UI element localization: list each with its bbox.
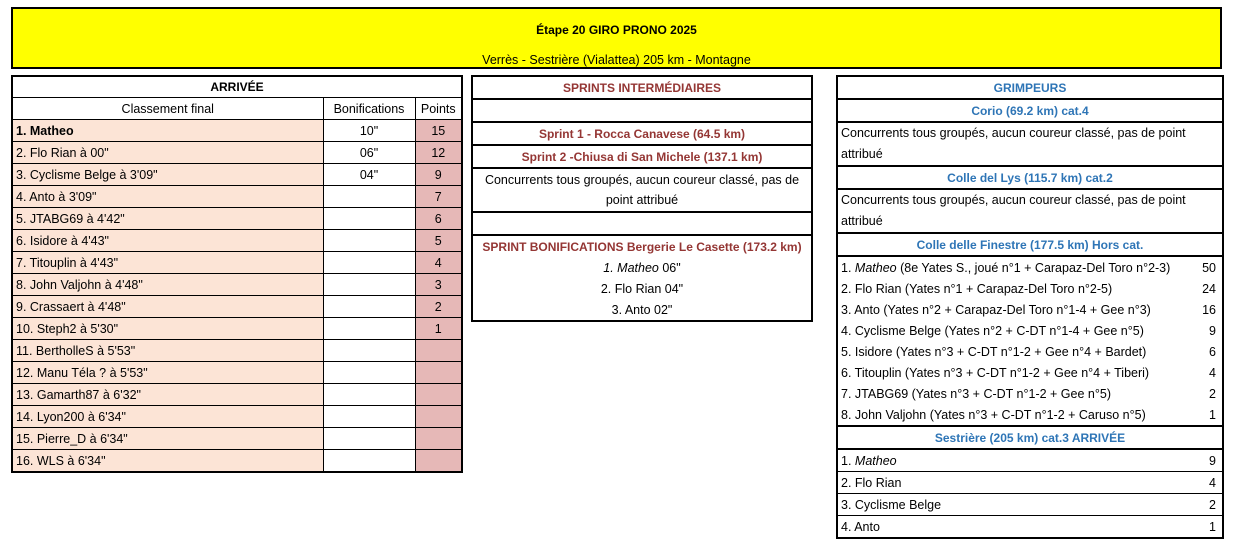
bonus-cell: 04" bbox=[323, 164, 415, 186]
sprint-bonif-2: 2. Flo Rian 04" bbox=[600, 281, 684, 296]
list-item bbox=[837, 278, 1223, 299]
table-row bbox=[12, 406, 462, 428]
points-cell bbox=[415, 362, 462, 384]
climber-label: 4. Cyclisme Belge (Yates n°2 + C-DT n°1-4 + Gee n°5) bbox=[841, 323, 1144, 338]
sprint-bonif-1: 1. Matheo 06" bbox=[603, 260, 681, 275]
climb-2-title: Colle del Lys (115.7 km) cat.2 bbox=[837, 166, 1223, 189]
points-cell: 3 bbox=[415, 274, 462, 296]
climb-4-title: Sestrière (205 km) cat.3 ARRIVÉE bbox=[837, 426, 1223, 449]
rank-cell: 7. Titouplin à 4'43" bbox=[12, 252, 323, 274]
table-row bbox=[12, 384, 462, 406]
climber-points: 1 bbox=[1193, 516, 1223, 539]
col-points: Points bbox=[415, 98, 462, 120]
rank-cell: 9. Crassaert à 4'48" bbox=[12, 296, 323, 318]
bonus-cell bbox=[323, 318, 415, 340]
climber-points: 6 bbox=[1209, 344, 1216, 359]
bonus-cell bbox=[323, 384, 415, 406]
points-cell: 6 bbox=[415, 208, 462, 230]
points-cell: 7 bbox=[415, 186, 462, 208]
table-row bbox=[12, 340, 462, 362]
sprints-spacer-2 bbox=[472, 212, 812, 235]
table-row bbox=[12, 362, 462, 384]
rank-cell: 12. Manu Téla ? à 5'53" bbox=[12, 362, 323, 384]
sprints-title: SPRINTS INTERMÉDIAIRES bbox=[472, 76, 812, 99]
points-cell bbox=[415, 428, 462, 450]
arrivee-title: ARRIVÉE bbox=[12, 76, 462, 98]
list-item bbox=[837, 341, 1223, 362]
points-cell: 9 bbox=[415, 164, 462, 186]
climber-points: 2 bbox=[1209, 386, 1216, 401]
points-cell: 12 bbox=[415, 142, 462, 164]
climb-4-rows bbox=[837, 449, 1223, 538]
bonus-cell bbox=[323, 340, 415, 362]
sprint-bonif-title: SPRINT BONIFICATIONS Bergerie Le Casette (173.2 km) bbox=[482, 239, 802, 254]
sprint-bonif-3: 3. Anto 02" bbox=[611, 302, 673, 317]
climb-1-note: Concurrents tous groupés, aucun coureur classé, pas de point attribué bbox=[841, 126, 1186, 161]
list-item bbox=[837, 516, 1223, 539]
rank-cell: 2. Flo Rian à 00" bbox=[12, 142, 323, 164]
climber-label: 7. JTABG69 (Yates n°3 + C-DT n°1-2 + Gee n°5) bbox=[841, 386, 1111, 401]
sprints-note: Concurrents tous groupés, aucun coureur classé, pas de point attribué bbox=[472, 168, 812, 212]
points-cell bbox=[415, 340, 462, 362]
climber-label: 5. Isidore (Yates n°3 + C-DT n°1-2 + Gee n°4 + Bardet) bbox=[841, 344, 1147, 359]
climber-points: 9 bbox=[1193, 449, 1223, 472]
climber-points: 1 bbox=[1209, 407, 1216, 422]
climb-3-title: Colle delle Finestre (177.5 km) Hors cat. bbox=[837, 233, 1223, 256]
list-item bbox=[837, 256, 1223, 278]
table-row bbox=[12, 450, 462, 473]
bonus-cell bbox=[323, 230, 415, 252]
climber-label: 2. Flo Rian bbox=[837, 472, 1193, 494]
points-cell: 5 bbox=[415, 230, 462, 252]
climber-points: 16 bbox=[1202, 302, 1216, 317]
list-item bbox=[837, 404, 1223, 426]
sprints-spacer bbox=[472, 99, 812, 122]
bonus-cell bbox=[323, 208, 415, 230]
climber-label: 2. Flo Rian (Yates n°1 + Carapaz-Del Toro n°2-5) bbox=[841, 281, 1113, 296]
climber-label: 4. Anto bbox=[837, 516, 1193, 539]
climber-points: 2 bbox=[1193, 494, 1223, 516]
climb-1-title: Corio (69.2 km) cat.4 bbox=[837, 99, 1223, 122]
points-cell: 1 bbox=[415, 318, 462, 340]
bonus-cell bbox=[323, 450, 415, 473]
list-item bbox=[837, 362, 1223, 383]
rank-cell: 11. BertholleS à 5'53" bbox=[12, 340, 323, 362]
rank-cell: 16. WLS à 6'34" bbox=[12, 450, 323, 473]
bonus-cell bbox=[323, 274, 415, 296]
grimpeurs-title: GRIMPEURS bbox=[837, 76, 1223, 99]
bonus-cell: 10" bbox=[323, 120, 415, 142]
points-cell bbox=[415, 450, 462, 473]
climber-label: 6. Titouplin (Yates n°3 + C-DT n°1-2 + Gee n°4 + Tiberi) bbox=[841, 365, 1150, 380]
bonus-cell bbox=[323, 252, 415, 274]
points-cell: 15 bbox=[415, 120, 462, 142]
rank-cell: 4. Anto à 3'09" bbox=[12, 186, 323, 208]
climber-points: 50 bbox=[1202, 260, 1216, 275]
climber-points: 24 bbox=[1202, 281, 1216, 296]
stage-banner bbox=[11, 7, 1222, 69]
stage-title: Étape 20 GIRO PRONO 2025 bbox=[536, 23, 697, 37]
rank-cell: 8. John Valjohn à 4'48" bbox=[12, 274, 323, 296]
table-row bbox=[12, 252, 462, 274]
points-cell bbox=[415, 384, 462, 406]
table-row bbox=[12, 164, 462, 186]
sprint-1: Sprint 1 - Rocca Canavese (64.5 km) bbox=[472, 122, 812, 145]
bonus-cell bbox=[323, 362, 415, 384]
rank-cell: 3. Cyclisme Belge à 3'09" bbox=[12, 164, 323, 186]
col-classement: Classement final bbox=[12, 98, 323, 120]
climber-points: 4 bbox=[1209, 365, 1216, 380]
climber-label: 3. Cyclisme Belge bbox=[837, 494, 1193, 516]
rank-cell: 6. Isidore à 4'43" bbox=[12, 230, 323, 252]
list-item bbox=[837, 320, 1223, 341]
bonus-cell bbox=[323, 186, 415, 208]
climb-3-rows bbox=[837, 256, 1223, 426]
bonus-cell bbox=[323, 296, 415, 318]
table-row bbox=[12, 296, 462, 318]
rank-cell: 15. Pierre_D à 6'34" bbox=[12, 428, 323, 450]
table-row bbox=[12, 428, 462, 450]
table-row bbox=[12, 142, 462, 164]
rank-cell: 10. Steph2 à 5'30" bbox=[12, 318, 323, 340]
climber-points: 9 bbox=[1209, 323, 1216, 338]
bonus-cell bbox=[323, 406, 415, 428]
table-row bbox=[12, 120, 462, 142]
climber-points: 4 bbox=[1193, 472, 1223, 494]
sprints-table bbox=[471, 75, 813, 322]
table-row bbox=[12, 274, 462, 296]
table-row bbox=[12, 230, 462, 252]
points-cell: 2 bbox=[415, 296, 462, 318]
rank-cell: 13. Gamarth87 à 6'32" bbox=[12, 384, 323, 406]
rank-cell: 14. Lyon200 à 6'34" bbox=[12, 406, 323, 428]
list-item bbox=[837, 299, 1223, 320]
climber-label: 3. Anto (Yates n°2 + Carapaz-Del Toro n°1-4 + Gee n°3) bbox=[841, 302, 1151, 317]
table-row bbox=[12, 318, 462, 340]
points-cell: 4 bbox=[415, 252, 462, 274]
arrivee-table bbox=[11, 75, 463, 473]
climber-label: 8. John Valjohn (Yates n°3 + C-DT n°1-2 + Caruso n°5) bbox=[841, 407, 1146, 422]
climber-label: 1. Matheo (8e Yates S., joué n°1 + Carapaz-Del Toro n°2-3) bbox=[841, 260, 1171, 275]
col-bonifications: Bonifications bbox=[323, 98, 415, 120]
points-cell bbox=[415, 406, 462, 428]
table-row bbox=[12, 186, 462, 208]
sprint-2: Sprint 2 -Chiusa di San Michele (137.1 km) bbox=[472, 145, 812, 168]
list-item bbox=[837, 383, 1223, 404]
bonus-cell bbox=[323, 428, 415, 450]
list-item bbox=[837, 494, 1223, 516]
grimpeurs-table bbox=[836, 75, 1224, 539]
list-item bbox=[837, 472, 1223, 494]
rank-cell: 5. JTABG69 à 4'42" bbox=[12, 208, 323, 230]
bonus-cell: 06" bbox=[323, 142, 415, 164]
climb-2-note: Concurrents tous groupés, aucun coureur classé, pas de point attribué bbox=[841, 193, 1186, 228]
stage-subtitle: Verrès - Sestrière (Vialattea) 205 km - Montagne bbox=[482, 53, 751, 67]
table-row bbox=[12, 208, 462, 230]
list-item bbox=[837, 449, 1223, 472]
rank-cell: 1. Matheo bbox=[12, 120, 323, 142]
climber-label: 1. Matheo bbox=[837, 449, 1193, 472]
arrivee-rows bbox=[12, 120, 462, 473]
